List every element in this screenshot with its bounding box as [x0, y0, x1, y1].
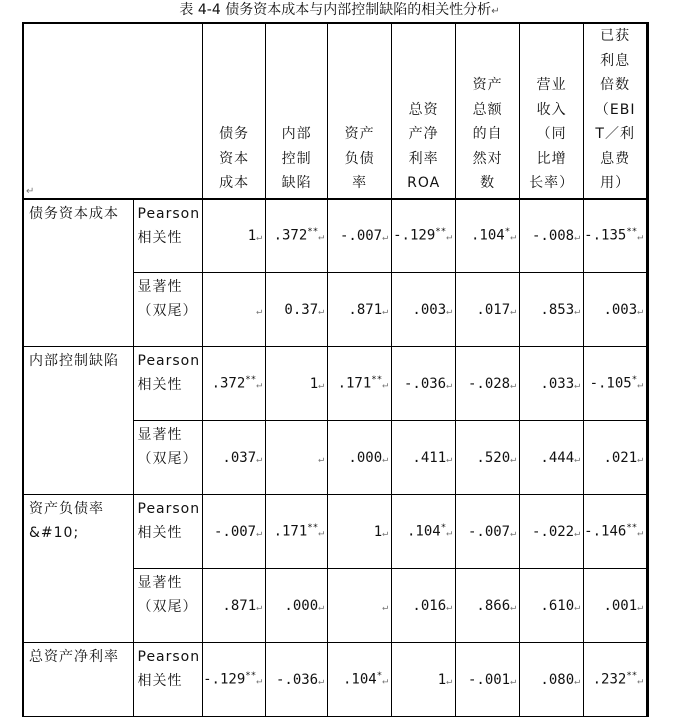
- pearson-value: .104*↵: [456, 199, 520, 273]
- column-header-line: ROA: [407, 175, 441, 191]
- significance-value: .444↵: [520, 421, 584, 495]
- row-label: [23, 643, 133, 717]
- pearson-value: -.007↵: [328, 199, 392, 273]
- column-header-line: 率: [352, 175, 368, 191]
- significance-value: .866↵: [456, 569, 520, 643]
- pearson-value: -.146**↵: [584, 495, 648, 569]
- table-row: [23, 347, 648, 421]
- row-label-text: 资产负债率&#10;: [29, 501, 104, 541]
- pearson-value: -.036↵: [266, 643, 328, 717]
- significance-value: ↵: [203, 273, 266, 347]
- pearson-value: -.008↵: [520, 199, 584, 273]
- pearson-label: Pearson 相关性: [133, 199, 203, 273]
- column-header-line: 资本: [219, 150, 250, 167]
- pearson-value: .104*↵: [392, 495, 456, 569]
- pearson-label: Pearson 相关性: [133, 347, 203, 421]
- row-label: [23, 199, 133, 347]
- significance-value: ↵: [266, 421, 328, 495]
- column-header-line: 息费: [600, 150, 631, 167]
- significance-value: .520↵: [456, 421, 520, 495]
- column-header-line: 总资: [408, 101, 439, 118]
- column-header: [520, 23, 584, 199]
- pearson-label: Pearson 相关性: [133, 495, 203, 569]
- pearson-value: .171**↵: [266, 495, 328, 569]
- column-header-line: 利率: [408, 150, 439, 167]
- row-label-text: 债务资本成本: [29, 205, 119, 222]
- column-header-line: 控制: [281, 150, 312, 167]
- column-header-line: 营业: [536, 77, 567, 93]
- pearson-value: -.001↵: [456, 643, 520, 717]
- pearson-value: -.135**↵: [584, 199, 648, 273]
- column-header-line: 已获: [600, 28, 631, 44]
- column-header-line: 利息: [600, 52, 631, 69]
- significance-label: 显著性（双尾）: [133, 273, 203, 347]
- significance-value: .037↵: [203, 421, 266, 495]
- pearson-value: 1↵: [203, 199, 266, 273]
- header-row: [23, 23, 648, 199]
- column-header-line: 产净: [408, 126, 439, 142]
- pearson-value: -.007↵: [456, 495, 520, 569]
- table-row: [23, 199, 648, 273]
- row-label-text: 总资产净利率: [29, 649, 119, 665]
- column-header-line: 然对: [472, 150, 503, 167]
- column-header-line: 收入: [536, 101, 567, 118]
- corner-cell: ↵: [23, 23, 203, 199]
- column-header: [584, 23, 648, 199]
- pearson-value: .171**↵: [328, 347, 392, 421]
- pearson-label: Pearson 相关性: [133, 643, 203, 717]
- significance-value: .610↵: [520, 569, 584, 643]
- column-header: [203, 23, 266, 199]
- significance-value: .021↵: [584, 421, 648, 495]
- significance-value: .411↵: [392, 421, 456, 495]
- significance-value: .000↵: [328, 421, 392, 495]
- significance-value: 0.37↵: [266, 273, 328, 347]
- row-label-text: 内部控制缺陷: [29, 353, 119, 369]
- column-header-line: T／利: [595, 126, 635, 142]
- row-label: [23, 495, 133, 643]
- pearson-value: .104*↵: [328, 643, 392, 717]
- column-header-line: 资产: [472, 77, 503, 93]
- row-label: [23, 347, 133, 495]
- significance-label: 显著性（双尾）: [133, 569, 203, 643]
- column-header-line: 长率）: [529, 175, 575, 191]
- significance-value: .853↵: [520, 273, 584, 347]
- table-row: [23, 495, 648, 569]
- significance-label: 显著性（双尾）: [133, 421, 203, 495]
- column-header-line: 用）: [600, 175, 631, 191]
- table-row: [23, 643, 648, 717]
- column-header-line: 债务: [219, 126, 250, 142]
- column-header: [392, 23, 456, 199]
- significance-value: .000↵: [266, 569, 328, 643]
- column-header-line: 倍数: [600, 77, 631, 93]
- pearson-value: .372**↵: [266, 199, 328, 273]
- pearson-value: .033↵: [520, 347, 584, 421]
- column-header-line: 的自: [472, 126, 503, 142]
- pearson-value: -.129**↵: [203, 643, 266, 717]
- pearson-value: -.105*↵: [584, 347, 648, 421]
- significance-value: .003↵: [392, 273, 456, 347]
- column-header-line: 数: [480, 175, 496, 191]
- correlation-table: [22, 22, 649, 717]
- column-header-line: （EBI: [594, 101, 636, 118]
- significance-value: .871↵: [328, 273, 392, 347]
- column-header: [266, 23, 328, 199]
- pearson-value: .080↵: [520, 643, 584, 717]
- column-header-line: 成本: [219, 175, 250, 191]
- column-header-line: （同: [536, 126, 567, 142]
- pearson-value: 1↵: [328, 495, 392, 569]
- significance-value: .003↵: [584, 273, 648, 347]
- column-header-line: 比增: [536, 150, 567, 167]
- significance-value: .871↵: [203, 569, 266, 643]
- pearson-value: .232**↵: [584, 643, 648, 717]
- column-header: [328, 23, 392, 199]
- table-title: 表 4-4 债务资本成本与内部控制缺陷的相关性分析↵: [179, 2, 500, 18]
- column-header-line: 总额: [472, 101, 503, 118]
- pearson-value: -.036↵: [392, 347, 456, 421]
- pearson-value: -.028↵: [456, 347, 520, 421]
- pearson-value: .372**↵: [203, 347, 266, 421]
- column-header: [456, 23, 520, 199]
- column-header-line: 内部: [281, 126, 312, 142]
- pearson-value: 1↵: [392, 643, 456, 717]
- column-header-line: 负债: [344, 150, 375, 167]
- significance-value: .001↵: [584, 569, 648, 643]
- significance-value: .016↵: [392, 569, 456, 643]
- significance-value: .017↵: [456, 273, 520, 347]
- column-header-line: 资产: [344, 126, 375, 142]
- significance-value: ↵: [328, 569, 392, 643]
- pearson-value: 1↵: [266, 347, 328, 421]
- pearson-value: -.022↵: [520, 495, 584, 569]
- pearson-value: -.129**↵: [392, 199, 456, 273]
- pearson-value: -.007↵: [203, 495, 266, 569]
- column-header-line: 缺陷: [281, 175, 312, 191]
